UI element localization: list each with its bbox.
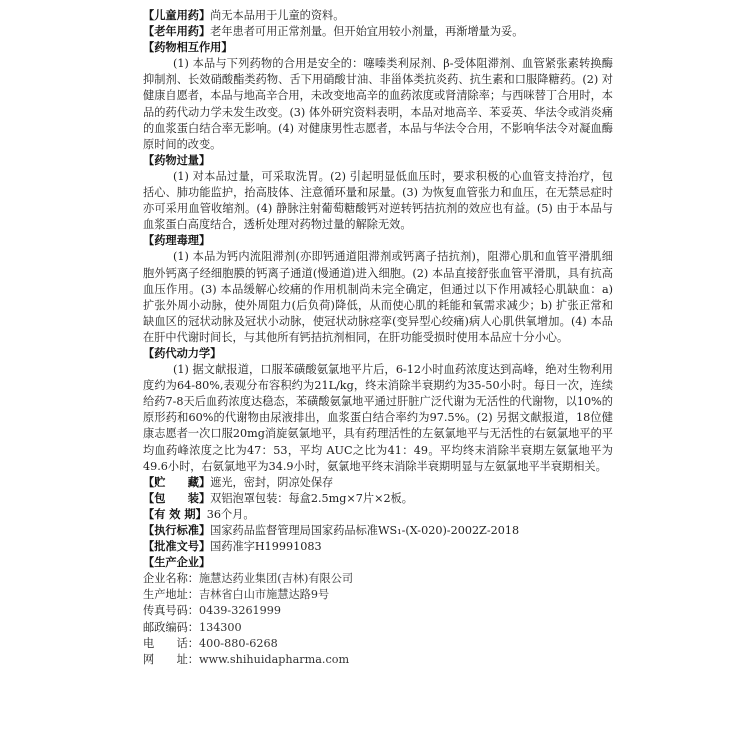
- section-heading: 【贮 藏】: [143, 475, 211, 489]
- section-text: 双铝泡罩包装：每盒2.5mg×7片×2板。: [210, 491, 413, 505]
- section-text: 尚无本品用于儿童的资料。: [210, 9, 345, 22]
- drug-leaflet: [143, 8, 613, 668]
- section-package: [143, 491, 613, 507]
- section-heading: 【儿童用药】: [143, 9, 211, 22]
- section-pharmacology: [143, 233, 613, 346]
- section-heading: 【生产企业】: [143, 556, 211, 570]
- manufacturer-row: [143, 652, 613, 668]
- manufacturer-row: [143, 620, 613, 636]
- section-heading: 【批准文号】: [143, 540, 211, 554]
- section-children: [143, 8, 613, 24]
- section-elderly: [143, 24, 613, 40]
- section-heading: 【执行标准】: [143, 524, 211, 537]
- section-heading: 【有 效 期】: [143, 507, 207, 521]
- manufacturer-value: 400-880-6268: [198, 636, 278, 650]
- section-text: (1) 对本品过量，可采取洗胃。(2) 引起明显低血压时，要求积极的心血管支持治疗，包括心、肺功能监护，抬高肢体、注意循环量和尿量。(3) 为恢复血管张力和血压，在无禁忌症时亦可采用血管收缩剂。(4) 静脉注射葡萄糖酸钙对逆转钙拮抗剂的效应也有益。(5) 由于本品与血浆蛋白高度结合，透析处理对药物过量的解除无效。: [143, 169, 613, 232]
- manufacturer-value: 施慧达药业集团(吉林)有限公司: [198, 572, 354, 586]
- section-heading: 【包 装】: [143, 491, 211, 505]
- section-text: (1) 据文献报道，口服苯磺酸氨氯地平片后，6-12小时血药浓度达到高峰，绝对生物利用度约为64-80%,表观分布容积约为21L/kg，终末消除半衰期约为35-50小时。每日一次，连续给药7-8天后血药浓度达稳态，苯磺酸氨氯地平通过肝脏广泛代谢为无活性的代谢物，以10%的原形药和60%的代谢物由尿液排出，血浆蛋白结合率约为97.5%。(2) 另据文献报道，18位健康志愿者一次口服20mg消旋氨氯地平，具有药理活性的左氨氯地平与无活性的右氨氯地平的平均血药峰浓度之比为47：53，平均 AUC之比为41：49。平均终末消除半衰期左氨氯地平为49.6小时，右氨氯地平为34.9小时，氨氯地平终末消除半衰期明显与左氨氯地平半衰期相关。: [143, 363, 613, 473]
- manufacturer-key: 生产地址：: [143, 588, 199, 602]
- section-interactions: [143, 40, 613, 153]
- section-pharmacokinetics: [143, 346, 613, 475]
- manufacturer-value: 吉林省白山市施慧达路9号: [198, 588, 330, 602]
- manufacturer-value: www.shihuidapharma.com: [198, 652, 350, 666]
- section-heading: 【药理毒理】: [143, 234, 211, 248]
- section-heading: 【药代动力学】: [143, 346, 222, 360]
- manufacturer-key: 邮政编码：: [143, 620, 199, 634]
- section-text: (1) 本品为钙内流阻滞剂(亦即钙通道阻滞剂或钙离子拮抗剂)，阻滞心肌和血管平滑肌细胞外钙离子经细胞膜的钙离子通道(慢通道)进入细胞。(2) 本品直接舒张血管平滑肌，具有抗高血压作用。(3) 本品缓解心绞痛的作用机制尚未完全确定，但通过以下作用减轻心肌缺血：a) 扩张外周小动脉，使外周阻力(后负荷)降低，从而使心肌的耗能和氧需求减少；b) 扩张正常和缺血区的冠状动脉及冠状小动脉，使冠状动脉痉挛(变异型心绞痛)病人心肌供氧增加。(4) 本品在肝中代谢时间长，与其他所有钙拮抗剂相同，在肝功能受损时使用本品应十分小心。: [143, 250, 613, 344]
- manufacturer-key: 电 话：: [143, 636, 199, 650]
- manufacturer-value: 0439-3261999: [198, 604, 282, 618]
- section-standard: [143, 523, 613, 539]
- section-heading: 【老年用药】: [143, 25, 211, 39]
- manufacturer-key: 传真号码：: [143, 604, 199, 618]
- section-text: 36个月。: [206, 507, 255, 521]
- section-approval: [143, 539, 613, 555]
- section-heading: 【药物过量】: [143, 153, 211, 167]
- manufacturer-value: 134300: [198, 620, 242, 634]
- manufacturer-row: [143, 603, 613, 619]
- manufacturer-key: 网 址：: [143, 652, 199, 666]
- manufacturer-key: 企业名称：: [143, 572, 199, 586]
- section-validity: [143, 507, 613, 523]
- section-storage: [143, 475, 613, 491]
- section-text: 老年患者可用正常剂量。但开始宜用较小剂量，再渐增量为妥。: [210, 25, 524, 39]
- section-heading: 【药物相互作用】: [143, 41, 233, 55]
- section-text: 遮光，密封，阴凉处保存: [210, 475, 334, 489]
- section-overdose: [143, 153, 613, 233]
- section-text: (1) 本品与下列药物的合用是安全的：噻嗪类利尿剂、β-受体阻滞剂、血管紧张素转换酶抑制剂、长效硝酸酯类药物、舌下用硝酸甘油、非甾体类抗炎药、抗生素和口服降糖药。(2) 对健康自愿者，本品与地高辛合用，未改变地高辛的血药浓度或肾清除率；与西咪替丁合用时，本品的药代动力学未发生改变。(3) 体外研究资料表明，本品对地高辛、苯妥英、华法令或消炎痛的血浆蛋白结合率无影响。(4) 对健康男性志愿者，本品与华法令合用，不影响华法令对凝血酶原时间的改变。: [143, 57, 613, 151]
- section-text: 国药准字H19991083: [210, 540, 322, 554]
- section-manufacturer: [143, 555, 613, 668]
- manufacturer-row: [143, 571, 613, 587]
- section-text: 国家药品监督管理局国家药品标准WS₁-(X-020)-2002Z-2018: [210, 524, 520, 537]
- manufacturer-row: [143, 587, 613, 603]
- manufacturer-row: [143, 636, 613, 652]
